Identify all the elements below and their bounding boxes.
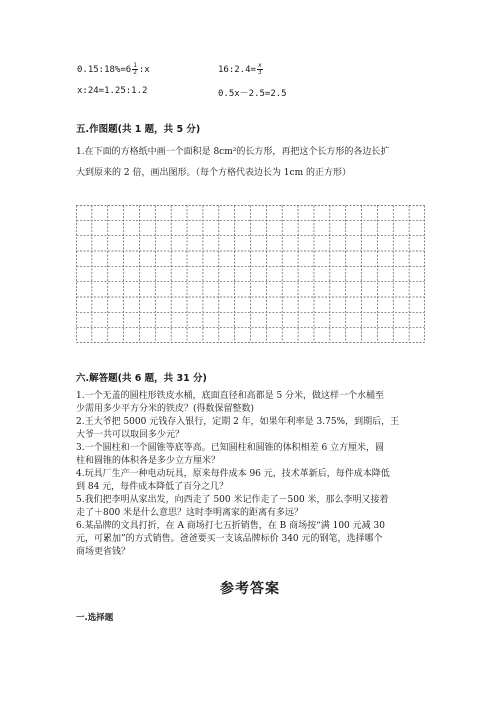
question-line: 走了＋800 米是什么意思？这时李明离家的距离有多远？ — [76, 508, 304, 518]
fraction-numerator: 1 — [133, 62, 137, 69]
question-line: 商场更省钱？ — [76, 547, 131, 557]
answers-section-1: 一.选择题 — [76, 613, 114, 623]
equation-4: 0.5x－2.5=2.5 — [218, 89, 287, 99]
fraction-denominator: 3 — [257, 69, 262, 76]
question-line: 1.一个无盖的圆柱形铁皮水桶，底面直径和高都是 5 分米，做这样一个水桶至 — [76, 391, 385, 401]
equation-1 — [77, 63, 150, 76]
question-line: 柱和圆锥的体积各是多少立方厘米？ — [76, 456, 221, 466]
grid-paper — [76, 205, 425, 343]
question-line: 大爷一共可以取回多少元？ — [76, 430, 185, 440]
question-line: 2.王大爷把 5000 元钱存入银行，定期 2 年，如果年利率是 3.75%，到期后，王 — [76, 417, 400, 427]
fraction-denominator: 2 — [133, 69, 137, 76]
section-6-questions — [76, 390, 399, 559]
question-line: 6.某品牌的文具打折，在 A 商场打七五折销售，在 B 商场按“满 100 元减 30 — [76, 521, 385, 531]
fraction-one-half — [132, 63, 138, 76]
question-line: 元，可累加”的方式销售。爸爸要买一支该品牌标价 340 元的钢笔，选择哪个 — [76, 534, 383, 544]
fraction-x-over-3 — [257, 63, 263, 76]
equation-1-right: :x — [138, 65, 150, 75]
question-line: 3.一个圆柱和一个圆锥等底等高。已知圆柱和圆锥的体积相差 6 立方厘米，圆 — [76, 443, 385, 453]
section-6-title: 六.解答题(共 6 题，共 31 分) — [76, 373, 207, 384]
equation-3: x:24=1.25:1.2 — [77, 86, 148, 96]
fraction-numerator: x — [257, 62, 262, 69]
question-line: 4.玩具厂生产一种电动玩具，原来每件成本 96 元，技术革新后，每件成本降低 — [76, 469, 390, 479]
question-line: 5.我们把李明从家出发，向西走了 500 米记作走了－500 米，那么李明又接着 — [76, 495, 389, 505]
section-5-question-line-2: 大到原来的 2 倍，画出图形。（每个方格代表边长为 1cm 的正方形） — [76, 168, 351, 178]
answers-title: 参考答案 — [220, 581, 280, 597]
question-line: 少需用多少平方分米的铁皮？(得数保留整数) — [76, 404, 255, 414]
section-5-title: 五.作图题(共 1 题，共 5 分) — [76, 124, 201, 135]
question-line: 到 84 元，每件成本降低了百分之几？ — [76, 482, 229, 492]
equation-2 — [218, 63, 264, 76]
section-5-question-line-1: 1.在下面的方格纸中画一个面积是 8cm²的长方形，再把这个长方形的各边长扩 — [76, 147, 390, 157]
equation-1-left: 0.15:18%=6 — [77, 65, 132, 75]
equation-2-left: 16:2.4= — [218, 65, 256, 75]
